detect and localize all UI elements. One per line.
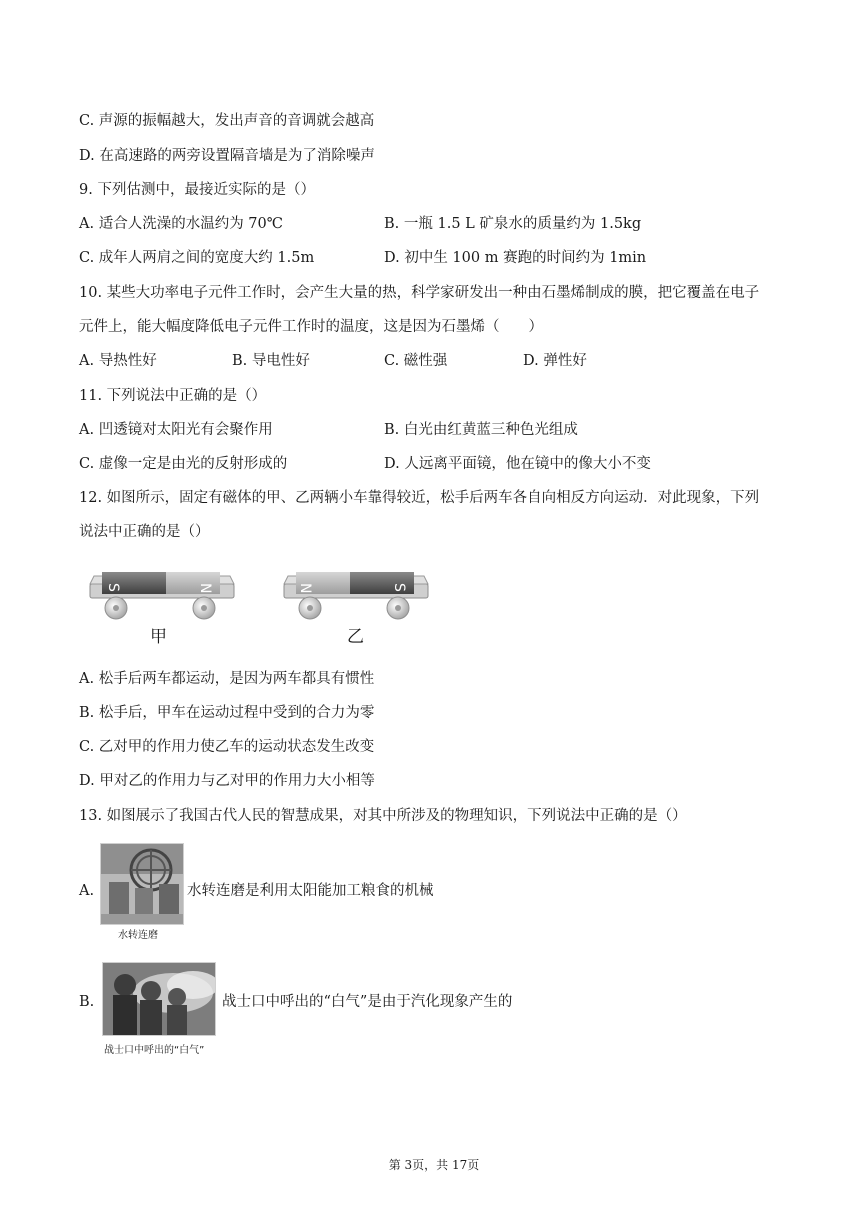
q11-option-a: A. 凹透镜对太阳光有会聚作用 bbox=[79, 422, 273, 438]
soldiers-breath-caption: 战士口中呼出的“白气” bbox=[104, 1045, 205, 1056]
soldiers-breath-photo bbox=[102, 962, 216, 1036]
q9-stem: 9. 下列估测中，最接近实际的是（） bbox=[79, 182, 315, 198]
cart-yi-label: 乙 bbox=[347, 627, 364, 647]
q11-stem: 11. 下列说法中正确的是（） bbox=[79, 388, 267, 404]
q12-option-d: D. 甲对乙的作用力与乙对甲的作用力大小相等 bbox=[79, 773, 375, 789]
cart-jia-label: 甲 bbox=[150, 627, 167, 647]
cart-yi-diagram bbox=[282, 566, 432, 622]
q12-option-c: C. 乙对甲的作用力使乙车的运动状态发生改变 bbox=[79, 739, 375, 755]
q13-stem: 13. 如图展示了我国古代人民的智慧成果，对其中所涉及的物理知识，下列说法中正确的是（） bbox=[79, 808, 687, 824]
q12-option-b: B. 松手后，甲车在运动过程中受到的合力为零 bbox=[79, 705, 375, 721]
q9-option-a: A. 适合人洗澡的水温约为 70℃ bbox=[79, 216, 283, 232]
q12-stem-line1: 12. 如图所示，固定有磁体的甲、乙两辆小车靠得较近，松手后两车各自向相反方向运动．对此现象，下列 bbox=[79, 490, 760, 506]
q13-option-a-letter: A. bbox=[79, 883, 95, 899]
q8-option-c: C. 声源的振幅越大，发出声音的音调就会越高 bbox=[79, 113, 375, 129]
pole-label-n: N bbox=[297, 583, 313, 594]
q10-option-d: D. 弹性好 bbox=[523, 353, 587, 369]
water-mill-photo bbox=[100, 843, 184, 925]
q11-option-b: B. 白光由红黄蓝三种色光组成 bbox=[384, 422, 578, 438]
q12-option-a: A. 松手后两车都运动，是因为两车都具有惯性 bbox=[79, 671, 375, 687]
q13-option-a-text: 水转连磨是利用太阳能加工粮食的机械 bbox=[187, 883, 434, 899]
q10-option-b: B. 导电性好 bbox=[232, 353, 310, 369]
q13-option-b-letter: B. bbox=[79, 994, 95, 1010]
q11-option-c: C. 虚像一定是由光的反射形成的 bbox=[79, 456, 288, 472]
q9-option-c: C. 成年人两肩之间的宽度大约 1.5m bbox=[79, 250, 315, 266]
q10-option-c: C. 磁性强 bbox=[384, 353, 448, 369]
page-footer: 第 3页，共 17页 bbox=[388, 1158, 480, 1172]
q12-stem-line2: 说法中正确的是（） bbox=[79, 524, 210, 540]
pole-label-s: S bbox=[105, 583, 121, 592]
q10-option-a: A. 导热性好 bbox=[79, 353, 157, 369]
q9-option-b: B. 一瓶 1.5 L 矿泉水的质量约为 1.5kg bbox=[384, 216, 642, 232]
q13-option-b-text: 战士口中呼出的“白气”是由于汽化现象产生的 bbox=[222, 994, 513, 1010]
q11-option-d: D. 人远离平面镜，他在镜中的像大小不变 bbox=[384, 456, 651, 472]
pole-label-n: N bbox=[197, 583, 213, 594]
q9-option-d: D. 初中生 100 m 赛跑的时间约为 1min bbox=[384, 250, 647, 266]
q8-option-d: D. 在高速路的两旁设置隔音墙是为了消除噪声 bbox=[79, 148, 375, 164]
pole-label-s: S bbox=[391, 583, 407, 592]
cart-jia-diagram bbox=[88, 566, 238, 622]
q10-stem-line2: 元件上，能大幅度降低电子元件工作时的温度，这是因为石墨烯（ ） bbox=[79, 319, 543, 335]
water-mill-caption: 水转连磨 bbox=[118, 930, 158, 941]
q10-stem-line1: 10. 某些大功率电子元件工作时，会产生大量的热，科学家研发出一种由石墨烯制成的膜，把它覆盖在电子 bbox=[79, 285, 760, 301]
